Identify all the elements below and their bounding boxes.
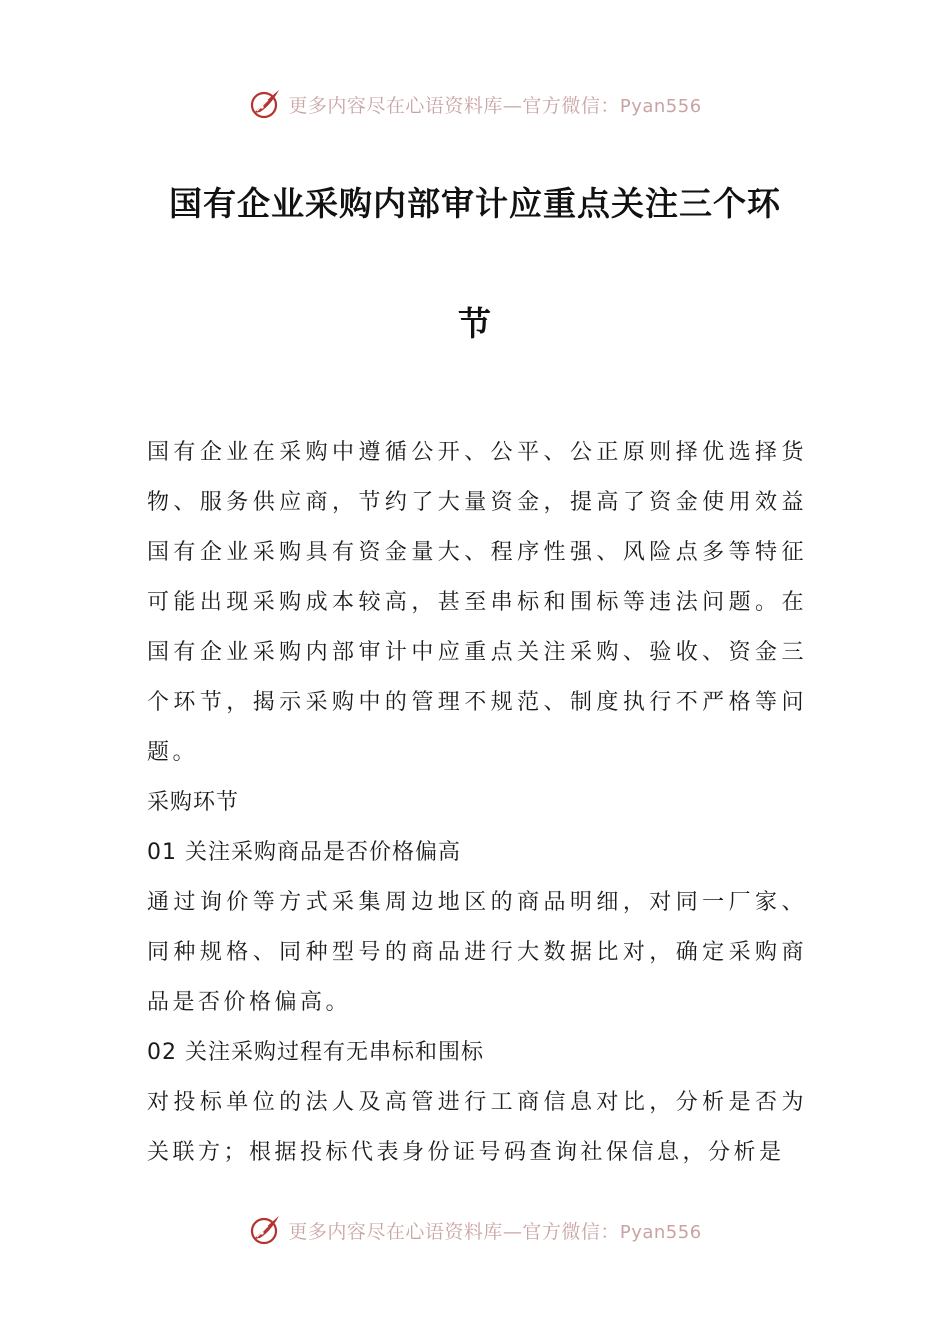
paragraph-02: 对投标单位的法人及高管进行工商信息对比，分析是否为关联方；根据投标代表身份证号码查询社保信息，分析是 bbox=[147, 1090, 807, 1165]
watermark-text: 更多内容尽在心语资料库—官方微信：Pyan556 bbox=[288, 94, 702, 117]
footer-watermark bbox=[0, 1210, 950, 1250]
section-heading: 采购环节 bbox=[147, 790, 240, 815]
quill-logo-icon bbox=[248, 1213, 282, 1247]
subsection-heading-02: 02 关注采购过程有无串标和围标 bbox=[147, 1040, 484, 1065]
header-watermark bbox=[0, 84, 950, 124]
document-title-line-1: 国有企业采购内部审计应重点关注三个环 bbox=[169, 184, 781, 223]
watermark-text: 更多内容尽在心语资料库—官方微信：Pyan556 bbox=[288, 1220, 702, 1243]
intro-paragraph: 国有企业在采购中遵循公开、公平、公正原则择优选择货物、服务供应商，节约了大量资金，提高了资金使用效益国有企业采购具有资金量大、程序性强、风险点多等特征可能出现采购成本较高，甚至串标和围标等违法问题。在国有企业采购内部审计中应重点关注采购、验收、资金三个环节，揭示采购中的管理不规范、制度执行不严格等问题。 bbox=[147, 440, 807, 765]
document-body bbox=[147, 428, 807, 1178]
quill-logo-icon bbox=[248, 87, 282, 121]
paragraph-01: 通过询价等方式采集周边地区的商品明细，对同一厂家、同种规格、同种型号的商品进行大数据比对，确定采购商品是否价格偏高。 bbox=[147, 890, 807, 1015]
subsection-heading-01: 01 关注采购商品是否价格偏高 bbox=[147, 840, 461, 865]
document-title-line-2: 节 bbox=[458, 304, 492, 343]
